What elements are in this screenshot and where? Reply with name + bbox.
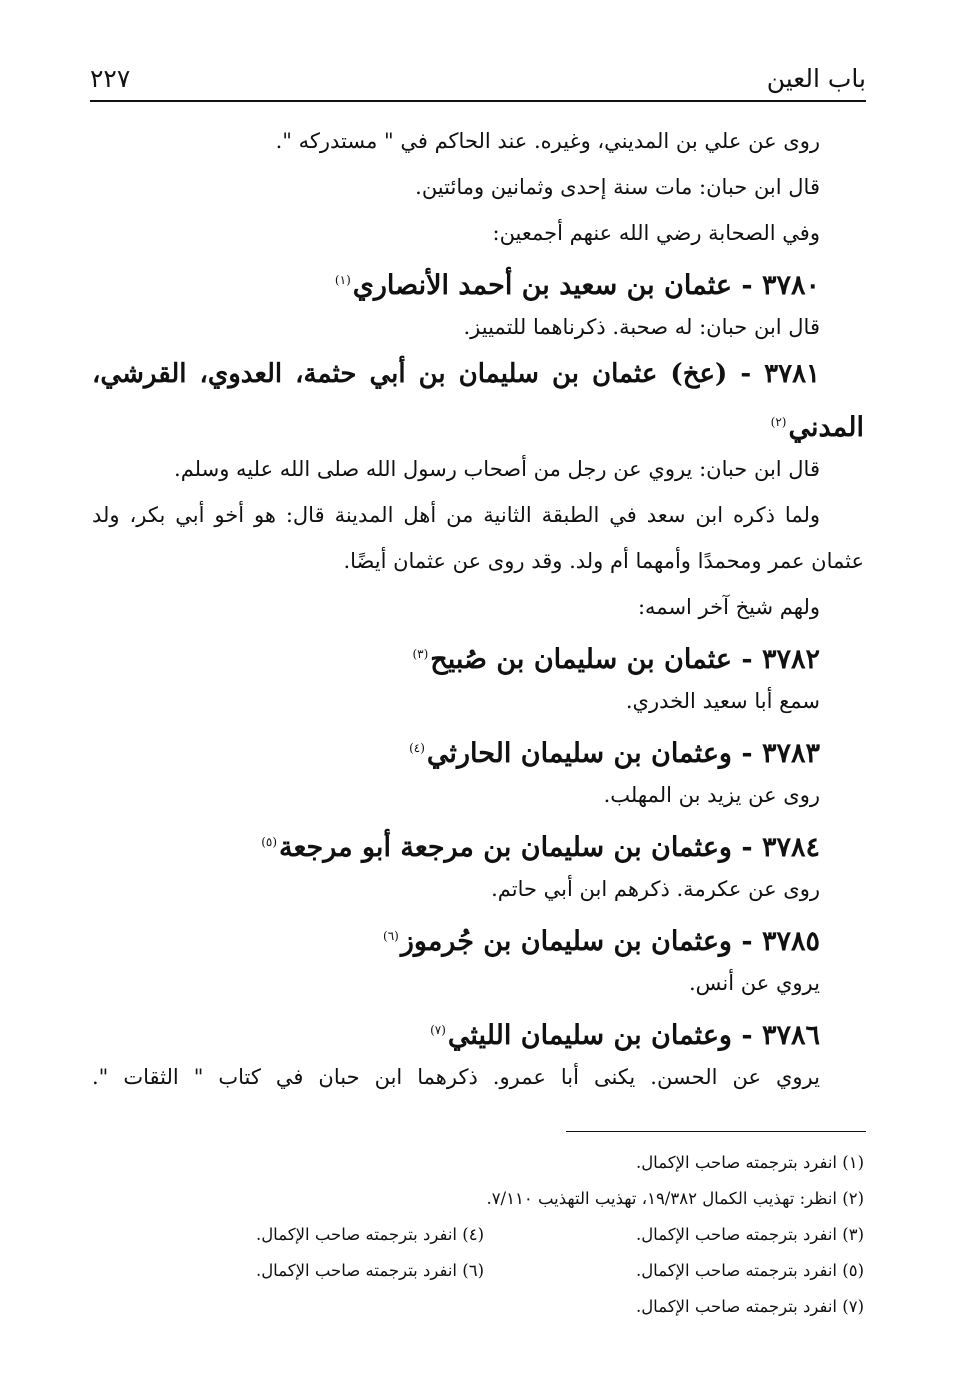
footnote: (٥) انفرد بترجمته صاحب الإكمال.	[635, 1261, 864, 1280]
footnote-row	[92, 1289, 864, 1325]
text-line: روى عن علي بن المديني، وغيره. عند الحاكم في " مستدركه ".	[275, 129, 820, 153]
footnote-ref: (٢)	[770, 415, 787, 429]
text-line: يروي عن أنس.	[688, 971, 820, 995]
page-number: ٢٢٧	[90, 64, 131, 93]
text-line: روى عن عكرمة. ذكرهم ابن أبي حاتم.	[491, 877, 820, 901]
entry-title: ٣٧٨٢ - عثمان بن سليمان بن صُبيح	[430, 644, 820, 675]
entry-title: ٣٧٨٠ - عثمان بن سعيد بن أحمد الأنصاري	[352, 270, 820, 301]
text-line: ولما ذكره ابن سعد في الطبقة الثانية من أهل المدينة قال: هو أخو أبي بكر، ولد	[92, 503, 820, 527]
footnote: (٣) انفرد بترجمته صاحب الإكمال.	[635, 1225, 864, 1244]
footnote-row	[92, 1253, 864, 1289]
main-text	[92, 118, 864, 1100]
footnote: (٦) انفرد بترجمته صاحب الإكمال.	[255, 1261, 484, 1280]
footnote-ref: (٦)	[383, 929, 399, 943]
text-line: سمع أبا سعيد الخدري.	[625, 689, 820, 713]
footnote: (٧) انفرد بترجمته صاحب الإكمال.	[635, 1297, 864, 1316]
entry-title: ٣٧٨٦ - وعثمان بن سليمان الليثي	[447, 1020, 820, 1051]
entry-heading-3784	[92, 818, 864, 866]
text-line: عثمان عمر ومحمدًا وأمهما أم ولد. وقد روى عن عثمان أيضًا.	[343, 549, 864, 573]
footnote-rule	[566, 1131, 866, 1132]
text-line: وفي الصحابة رضي الله عنهم أجمعين:	[492, 221, 820, 245]
entry-title: المدني	[788, 412, 864, 443]
footnote-ref: (٧)	[430, 1023, 446, 1037]
text-line: قال ابن حبان: له صحبة. ذكرناهما للتمييز.	[463, 315, 820, 339]
chapter-title: باب العين	[766, 64, 866, 93]
footnote: (٤) انفرد بترجمته صاحب الإكمال.	[255, 1225, 484, 1244]
footnote-ref: (١)	[334, 273, 351, 287]
footnote: (٢) انظر: تهذيب الكمال ١٩/٣٨٢، تهذيب التهذيب ٧/١١٠.	[486, 1189, 864, 1208]
footnote: (١) انفرد بترجمته صاحب الإكمال.	[635, 1153, 864, 1172]
text-line: يروي عن الحسن. يكنى أبا عمرو. ذكرهما ابن حبان في كتاب " الثقات ".	[92, 1065, 820, 1089]
entry-title: ٣٧٨٥ - وعثمان بن سليمان بن جُرموز	[400, 926, 820, 957]
header-rule	[90, 100, 866, 102]
footnote-row	[92, 1217, 864, 1253]
footnote-ref: (٤)	[409, 741, 425, 755]
entry-heading-3785	[92, 912, 864, 960]
entry-title: ٣٧٨٣ - وعثمان بن سليمان الحارثي	[426, 738, 820, 769]
footnote-ref: (٣)	[412, 647, 429, 661]
text-line: قال ابن حبان: مات سنة إحدى وثمانين ومائتين.	[415, 175, 820, 199]
entry-heading-3782	[92, 630, 864, 678]
footnote-row	[92, 1145, 864, 1181]
entry-heading-3783	[92, 724, 864, 772]
entry-heading-3780	[92, 256, 864, 304]
entry-title: ٣٧٨٤ - وعثمان بن سليمان بن مرجعة أبو مرجعة	[279, 832, 820, 863]
footnotes	[92, 1145, 864, 1325]
entry-heading-3781: ٣٧٨١ - (عخ) عثمان بن سليمان بن أبي حثمة، العدوي، القرشي،	[92, 359, 820, 389]
text-line: قال ابن حبان: يروي عن رجل من أصحاب رسول الله صلى الله عليه وسلم.	[174, 457, 820, 481]
entry-heading-3786	[92, 1006, 864, 1054]
footnote-ref: (٥)	[261, 835, 278, 849]
text-line: ولهم شيخ آخر اسمه:	[637, 595, 820, 619]
running-header	[90, 58, 866, 98]
footnote-row	[92, 1181, 864, 1217]
entry-heading-3781-continued	[92, 398, 864, 446]
text-line: روى عن يزيد بن المهلب.	[603, 783, 820, 807]
